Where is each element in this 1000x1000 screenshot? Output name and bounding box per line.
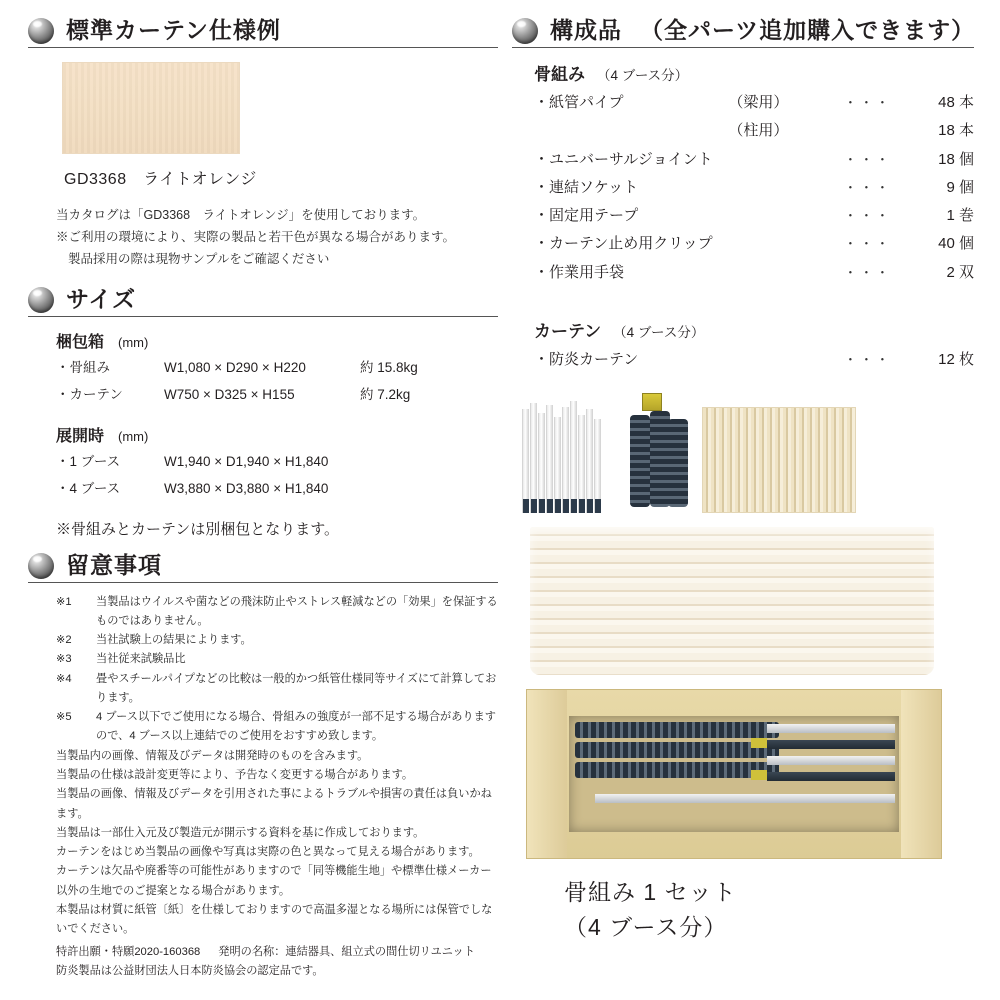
caution-text: 畳やスチールパイプなどの比較は一般的かつ紙管仕様同等サイズにて計算しております。	[96, 672, 497, 704]
size-row-weight: 約 15.8kg	[360, 359, 418, 375]
size-row-dimension: W3,880 × D3,880 × H1,840	[164, 481, 329, 497]
section-title-parts: 構成品	[550, 17, 622, 44]
box-lid-left	[527, 690, 567, 858]
photo-tape-roll	[642, 393, 662, 411]
left-column	[28, 18, 498, 981]
parts-row	[534, 261, 974, 284]
section-header-spec-example	[28, 18, 498, 48]
parts-group-label: カーテン	[534, 321, 602, 341]
parts-group-label: 骨組み	[534, 65, 585, 84]
caution-item	[56, 593, 498, 632]
parts-name: ・カーテン止め用クリップ	[534, 235, 713, 253]
plain-note: 当製品は一部仕入元及び製造元が開示する資料を基に作成しております。	[56, 826, 425, 839]
size-row-name: ・4 ブース	[56, 481, 121, 497]
parts-value: 1 巻	[946, 207, 974, 224]
section-header-size	[28, 287, 498, 317]
parts-row	[534, 119, 974, 142]
caution-mark: ※2	[56, 634, 72, 647]
section-header-parts	[512, 18, 974, 48]
parts-value: 12 枚	[938, 350, 974, 368]
photo-caption	[564, 875, 974, 944]
bullet-sphere-icon	[28, 18, 54, 44]
swatch-note-1: ※ご利用の環境により、実際の製品と若干色が異なる場合があります。	[56, 229, 456, 244]
plain-note: 本製品は材質に紙管〔紙〕を仕様しておりますので高温多湿となる場所には保管でしないでください。	[56, 903, 493, 936]
swatch-note-2: 製品採用の際は現物サンプルをご確認ください	[68, 251, 330, 266]
subheading-expanded-unit: (mm)	[118, 429, 149, 445]
parts-name: ・固定用テープ	[534, 207, 639, 224]
parts-group-qty: （4 ブース分）	[597, 68, 689, 83]
photo-curtain-stack	[530, 527, 934, 675]
caution-text: 4 ブース以下でご使用になる場合、骨組みの強度が一部不足する場合がありますので、4 ブース以上連結でのご使用をおすすめ致します。	[96, 711, 496, 743]
parts-dots: ・・・	[843, 351, 892, 367]
size-row	[56, 452, 498, 472]
parts-dots: ・・・	[843, 151, 892, 167]
product-photos	[512, 385, 974, 944]
size-row	[56, 358, 498, 378]
fabric-swatch-label: GD3368 ライトオレンジ	[64, 171, 257, 188]
caution-mark: ※1	[56, 595, 72, 608]
size-row	[56, 479, 498, 499]
parts-row	[534, 204, 974, 227]
caution-item	[56, 650, 498, 669]
plain-note: カーテンをはじめ当製品の画像や写真は実際の色と異なって見える場合があります。	[56, 846, 480, 859]
section-title-notes: 留意事項	[66, 551, 162, 578]
swatch-notes	[56, 205, 498, 271]
photo-caption-line2: （4 ブース分）	[564, 913, 728, 940]
parts-name: ・防炎カーテン	[534, 350, 639, 368]
parts-group-qty: （4 ブース分）	[613, 324, 705, 340]
parts-name: ・連結ソケット	[534, 178, 639, 196]
parts-dots: ・・・	[843, 179, 892, 195]
section-title-parts-note: （全パーツ追加購入できます）	[640, 17, 976, 44]
caution-text: 当社試験上の結果によります。	[96, 634, 252, 647]
section-title-size: サイズ	[66, 285, 137, 312]
parts-group-title-curtain	[534, 317, 974, 342]
parts-value: 2 双	[946, 263, 974, 281]
parts-subname: （柱用）	[728, 122, 789, 140]
parts-group-title-frame	[534, 60, 974, 85]
box-lid-right	[901, 690, 941, 858]
size-row	[56, 385, 498, 405]
photo-packaging-box	[526, 689, 942, 859]
subheading-expanded	[56, 423, 498, 446]
cautions-list	[56, 593, 498, 940]
bullet-sphere-icon	[512, 18, 538, 44]
photo-caption-line1: 骨組み 1 セット	[564, 879, 737, 905]
subheading-expanded-label: 展開時	[56, 428, 105, 446]
parts-value: 18 本	[938, 122, 974, 140]
size-row-dimension: W750 × D325 × H155	[164, 386, 295, 402]
parts-name: ・紙管パイプ	[534, 94, 624, 111]
caution-mark: ※4	[56, 672, 72, 685]
section-title-spec-example: 標準カーテン仕様例	[66, 17, 281, 44]
fabric-swatch	[62, 62, 240, 154]
parts-row	[534, 232, 974, 255]
section-header-notes	[28, 553, 498, 583]
fabric-swatch-wrap	[62, 62, 498, 154]
subheading-package-unit: (mm)	[118, 334, 149, 350]
plain-note: カーテンは欠品や廃番等の可能性がありますので「同等機能生地」や標準仕様メーカー以外の生地でのご提案となる場合があります。	[56, 865, 492, 897]
size-footnote: ※骨組みとカーテンは別梱包となります。	[56, 520, 340, 538]
subheading-package-label: 梱包箱	[56, 333, 105, 351]
parts-row	[534, 176, 974, 199]
parts-value: 48 本	[938, 94, 974, 111]
parts-dots: ・・・	[843, 264, 892, 280]
plain-note: 当製品の仕様は設計変更等により、予告なく変更する場合があります。	[56, 769, 414, 782]
caution-item	[56, 708, 498, 747]
parts-row	[534, 148, 974, 171]
photo-kraft-pipes	[702, 407, 856, 513]
photo-parts-row	[512, 385, 974, 513]
caution-mark: ※5	[56, 711, 72, 724]
bullet-sphere-icon	[28, 553, 54, 579]
parts-value: 18 個	[938, 150, 974, 168]
right-column	[512, 18, 974, 376]
parts-value: 9 個	[946, 178, 974, 196]
parts-dots: ・・・	[843, 208, 892, 223]
parts-row	[534, 348, 974, 371]
plain-note: 当製品の画像、情報及びデータを引用された事によるトラブルや損害の責任は負いかねます。	[56, 788, 492, 820]
patent-invention-name: 発明の名称：連結器具、組立式の間仕切リユニット	[218, 946, 475, 959]
caution-item	[56, 631, 498, 650]
parts-name: ・作業用手袋	[534, 263, 625, 281]
patent-application: 特許出願・特願2020-160368	[56, 946, 201, 959]
subheading-package	[56, 329, 498, 352]
parts-dots: ・・・	[843, 95, 892, 110]
patent-block	[56, 943, 498, 981]
caution-text: 当社従来試験品比	[96, 653, 186, 666]
swatch-note-0: 当カタログは「GD3368 ライトオレンジ」を使用しております。	[56, 208, 426, 222]
photo-white-pipes	[520, 401, 608, 513]
plain-note: 当製品内の画像、情報及びデータは開発時のものを含みます。	[56, 749, 369, 762]
flameproof-certification: 防炎製品は公益財団法人日本防炎協会の認定品です。	[56, 965, 324, 978]
size-row-dimension: W1,940 × D1,940 × H1,840	[164, 454, 329, 470]
size-row-name: ・1 ブース	[56, 454, 121, 470]
caution-text: 当製品はウイルスや菌などの飛沫防止やストレス軽減などの「効果」を保証するものではありません。	[96, 595, 498, 627]
size-row-weight: 約 7.2kg	[360, 386, 411, 402]
parts-dots: ・・・	[843, 236, 892, 252]
parts-row	[534, 91, 974, 114]
bullet-sphere-icon	[28, 287, 54, 313]
box-interior	[569, 716, 899, 832]
caution-mark: ※3	[56, 653, 72, 666]
photo-universal-joints	[624, 393, 686, 513]
parts-value: 40 個	[938, 235, 974, 253]
caution-item	[56, 670, 498, 709]
size-row-name: ・カーテン	[56, 386, 123, 402]
parts-subname: （梁用）	[728, 94, 789, 111]
size-row-name: ・骨組み	[56, 359, 110, 375]
parts-name: ・ユニバーサルジョイント	[534, 150, 713, 168]
size-row-dimension: W1,080 × D290 × H220	[164, 359, 306, 375]
